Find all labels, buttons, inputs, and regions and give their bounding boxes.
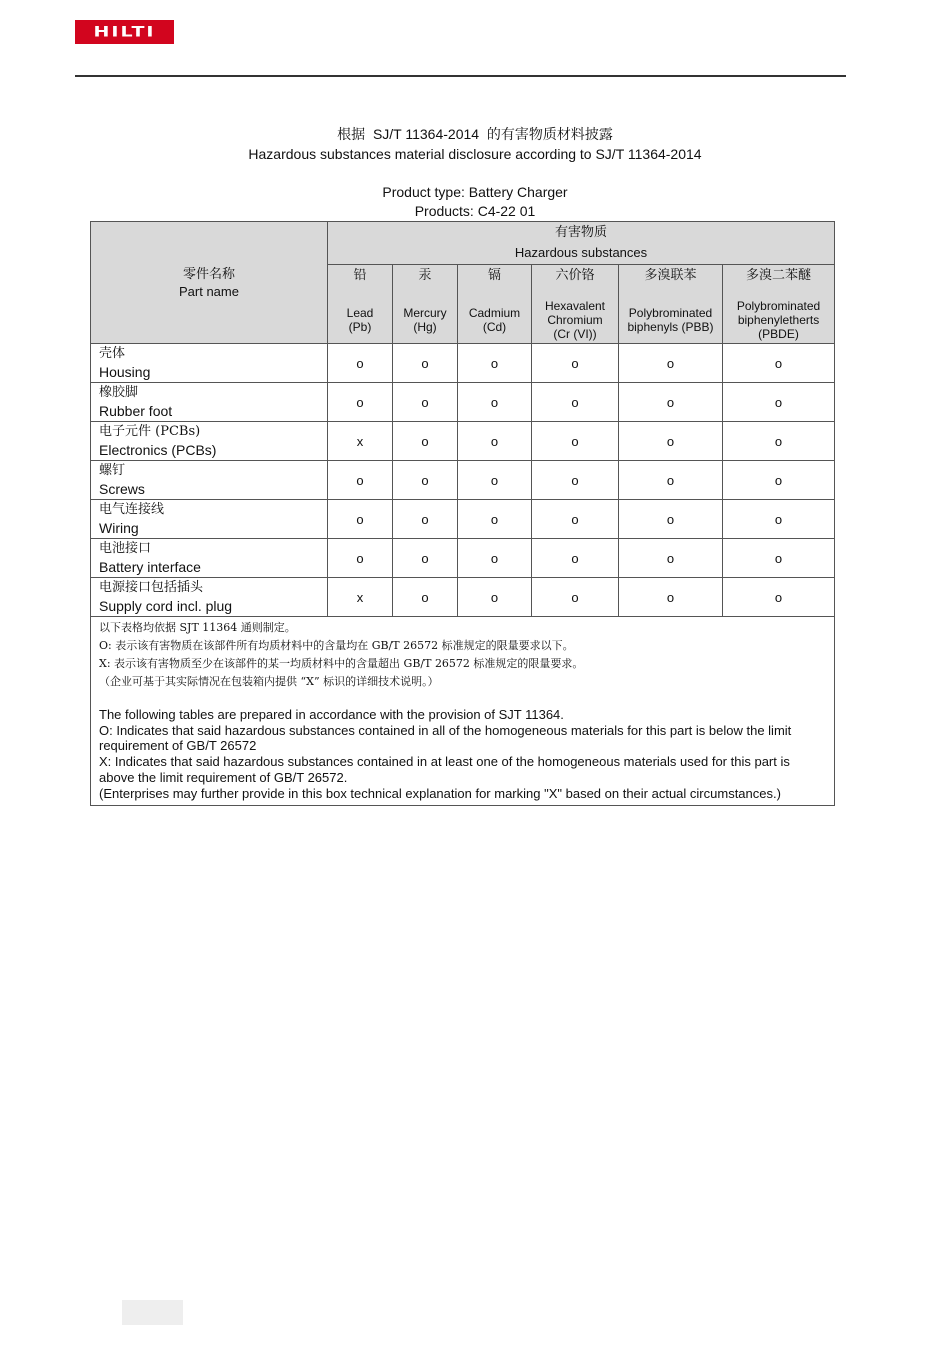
substance-en-line1: Mercury — [403, 305, 447, 320]
substance-mark: o — [723, 500, 835, 539]
substance-mark: o — [619, 500, 723, 539]
substance-mark: o — [532, 383, 619, 422]
substance-mark: o — [619, 344, 723, 383]
substance-mark: o — [393, 539, 458, 578]
substance-cn: 镉 — [458, 265, 531, 296]
products: Products: C4-22 01 — [414, 203, 536, 219]
part-en: Housing — [99, 364, 151, 380]
substance-mark: o — [532, 500, 619, 539]
note-cn-line: O: 表示该有害物质在该部件所有均质材料中的含量均在 GB/T 26572 标准规定的限量要求以下。 — [99, 639, 574, 652]
title-cn-suffix: 的有害物质材料披露 — [486, 127, 613, 143]
title-cn-prefix: 根据 — [337, 127, 366, 143]
substance-mark: o — [723, 539, 835, 578]
notes-cell — [91, 617, 835, 806]
part-name-cell — [91, 461, 328, 500]
hilti-logo — [75, 20, 174, 44]
substance-mark: o — [393, 422, 458, 461]
part-cn: 电源接口包括插头 — [99, 580, 204, 595]
part-name-en: Part name — [179, 283, 239, 299]
part-name-cell — [91, 422, 328, 461]
title-english: Hazardous substances material disclosure according to SJ/T 11364-2014 — [248, 146, 702, 162]
hazard-cn: 有害物质 — [555, 225, 608, 240]
table-row — [91, 578, 835, 617]
substance-en-line2: (Hg) — [413, 319, 437, 334]
substance-mark: o — [458, 461, 532, 500]
table-row — [91, 344, 835, 383]
part-cn: 电池接口 — [99, 541, 152, 556]
substance-mark: o — [458, 500, 532, 539]
substance-en-line1: Cadmium — [468, 305, 521, 320]
hazardous-substances-table — [90, 221, 835, 806]
note-cn-line: X: 表示该有害物质至少在该部件的某一均质材料中的含量超出 GB/T 26572 标准规定的限量要求。 — [99, 657, 584, 670]
substance-mark: o — [458, 422, 532, 461]
substance-mark: o — [328, 344, 393, 383]
substance-mark: o — [393, 344, 458, 383]
substance-en-line3: (PBDE) — [758, 326, 799, 341]
note-en-line: X: Indicates that said hazardous substances contained in at least one of the homogeneous materials used for this part is above the limit requirement of GB/T 26572. — [99, 754, 790, 785]
substance-header — [723, 265, 835, 344]
substance-mark: o — [723, 383, 835, 422]
substance-en — [532, 296, 618, 343]
substance-header — [458, 265, 532, 344]
substance-mark: o — [393, 500, 458, 539]
substance-mark: x — [328, 578, 393, 617]
substance-mark: o — [723, 422, 835, 461]
substance-mark: o — [328, 539, 393, 578]
note-en-line: The following tables are prepared in accordance with the provision of SJT 11364. — [99, 707, 564, 722]
substance-header — [393, 265, 458, 344]
part-name-cell — [91, 500, 328, 539]
substance-mark: o — [619, 383, 723, 422]
substance-en — [723, 296, 834, 343]
title-standard: SJ/T 11364-2014 — [372, 126, 480, 142]
substance-cn: 汞 — [393, 265, 457, 296]
table-row — [91, 539, 835, 578]
substance-en-line2: (Cd) — [482, 319, 507, 334]
substance-mark: o — [619, 422, 723, 461]
substance-en — [393, 296, 457, 343]
part-en: Battery interface — [99, 559, 201, 575]
product-type: Product type: Battery Charger — [382, 184, 568, 200]
substance-en-line2: (Pb) — [348, 319, 372, 334]
substance-en-line1: Polybrominated — [628, 305, 713, 320]
part-cn: 橡胶脚 — [99, 385, 139, 400]
substance-mark: o — [723, 344, 835, 383]
logo-text: HILTI — [93, 23, 156, 41]
substance-mark: o — [458, 344, 532, 383]
substance-mark: o — [393, 578, 458, 617]
part-en: Wiring — [99, 520, 139, 536]
substance-mark: o — [328, 383, 393, 422]
substance-mark: o — [532, 461, 619, 500]
note-en-line: O: Indicates that said hazardous substances contained in all of the homogeneous materials for this part is below the limit requirement of GB/T 26572 — [99, 722, 792, 754]
substance-mark: o — [619, 539, 723, 578]
substance-mark: o — [458, 539, 532, 578]
part-name-cell — [91, 578, 328, 617]
substance-cn: 多溴二苯醚 — [723, 265, 834, 296]
substance-mark: o — [458, 578, 532, 617]
substance-cn: 铅 — [328, 265, 392, 296]
table-row — [91, 500, 835, 539]
substance-en-line1: Polybrominated — [736, 298, 821, 313]
substance-en-line1: Lead — [346, 305, 374, 320]
page-number-box — [122, 1300, 183, 1325]
substance-cn: 多溴联苯 — [619, 265, 722, 296]
part-name-cell — [91, 383, 328, 422]
part-en: Screws — [99, 481, 145, 497]
table-row — [91, 383, 835, 422]
substance-en — [328, 296, 392, 343]
note-en-line: (Enterprises may further provide in this box technical explanation for marking "X" based on their actual circumstances.) — [99, 785, 781, 801]
hazard-en: Hazardous substances — [514, 245, 648, 260]
title-chinese — [0, 125, 950, 145]
note-cn-line: 以下表格均依据 SJT 11364 通则制定。 — [99, 621, 296, 634]
part-name-cell — [91, 539, 328, 578]
part-en: Rubber foot — [99, 403, 173, 419]
substance-mark: o — [328, 500, 393, 539]
substance-cn: 六价铬 — [532, 265, 618, 296]
header-rule — [75, 75, 846, 77]
substance-mark: o — [723, 461, 835, 500]
part-name-header — [91, 222, 328, 344]
substance-mark: o — [532, 539, 619, 578]
part-en: Electronics (PCBs) — [99, 442, 217, 458]
substance-en-line2: Chromium — [547, 312, 603, 327]
substance-header — [532, 265, 619, 344]
substance-en-line1: Hexavalent — [544, 298, 606, 313]
substance-en — [619, 296, 722, 343]
part-en: Supply cord incl. plug — [99, 598, 233, 614]
substance-mark: o — [619, 461, 723, 500]
table-row — [91, 461, 835, 500]
part-cn: 电气连接线 — [99, 502, 165, 517]
table-row — [91, 422, 835, 461]
substance-mark: o — [532, 422, 619, 461]
substance-en — [458, 296, 531, 343]
substance-header — [619, 265, 723, 344]
part-cn: 壳体 — [99, 346, 126, 361]
part-name-cell — [91, 344, 328, 383]
substance-header — [328, 265, 393, 344]
note-cn-line: （企业可基于其实际情况在包装箱内提供 “X” 标识的详细技术说明。） — [99, 675, 439, 688]
substance-mark: o — [458, 383, 532, 422]
substance-mark: o — [619, 578, 723, 617]
substance-en-line3: (Cr (VI)) — [553, 326, 597, 341]
hazardous-substances-header — [328, 222, 835, 265]
substance-mark: o — [532, 578, 619, 617]
substance-mark: o — [532, 344, 619, 383]
substance-mark: x — [328, 422, 393, 461]
substance-en-line2: biphenyletherts — [737, 312, 820, 327]
substance-en-line2: biphenyls (PBB) — [627, 319, 714, 334]
part-cn: 螺钉 — [99, 463, 126, 478]
substance-mark: o — [723, 578, 835, 617]
part-name-cn: 零件名称 — [182, 266, 235, 282]
substance-mark: o — [328, 461, 393, 500]
substance-mark: o — [393, 383, 458, 422]
substance-mark: o — [393, 461, 458, 500]
part-cn: 电子元件 (PCBs) — [99, 424, 201, 439]
